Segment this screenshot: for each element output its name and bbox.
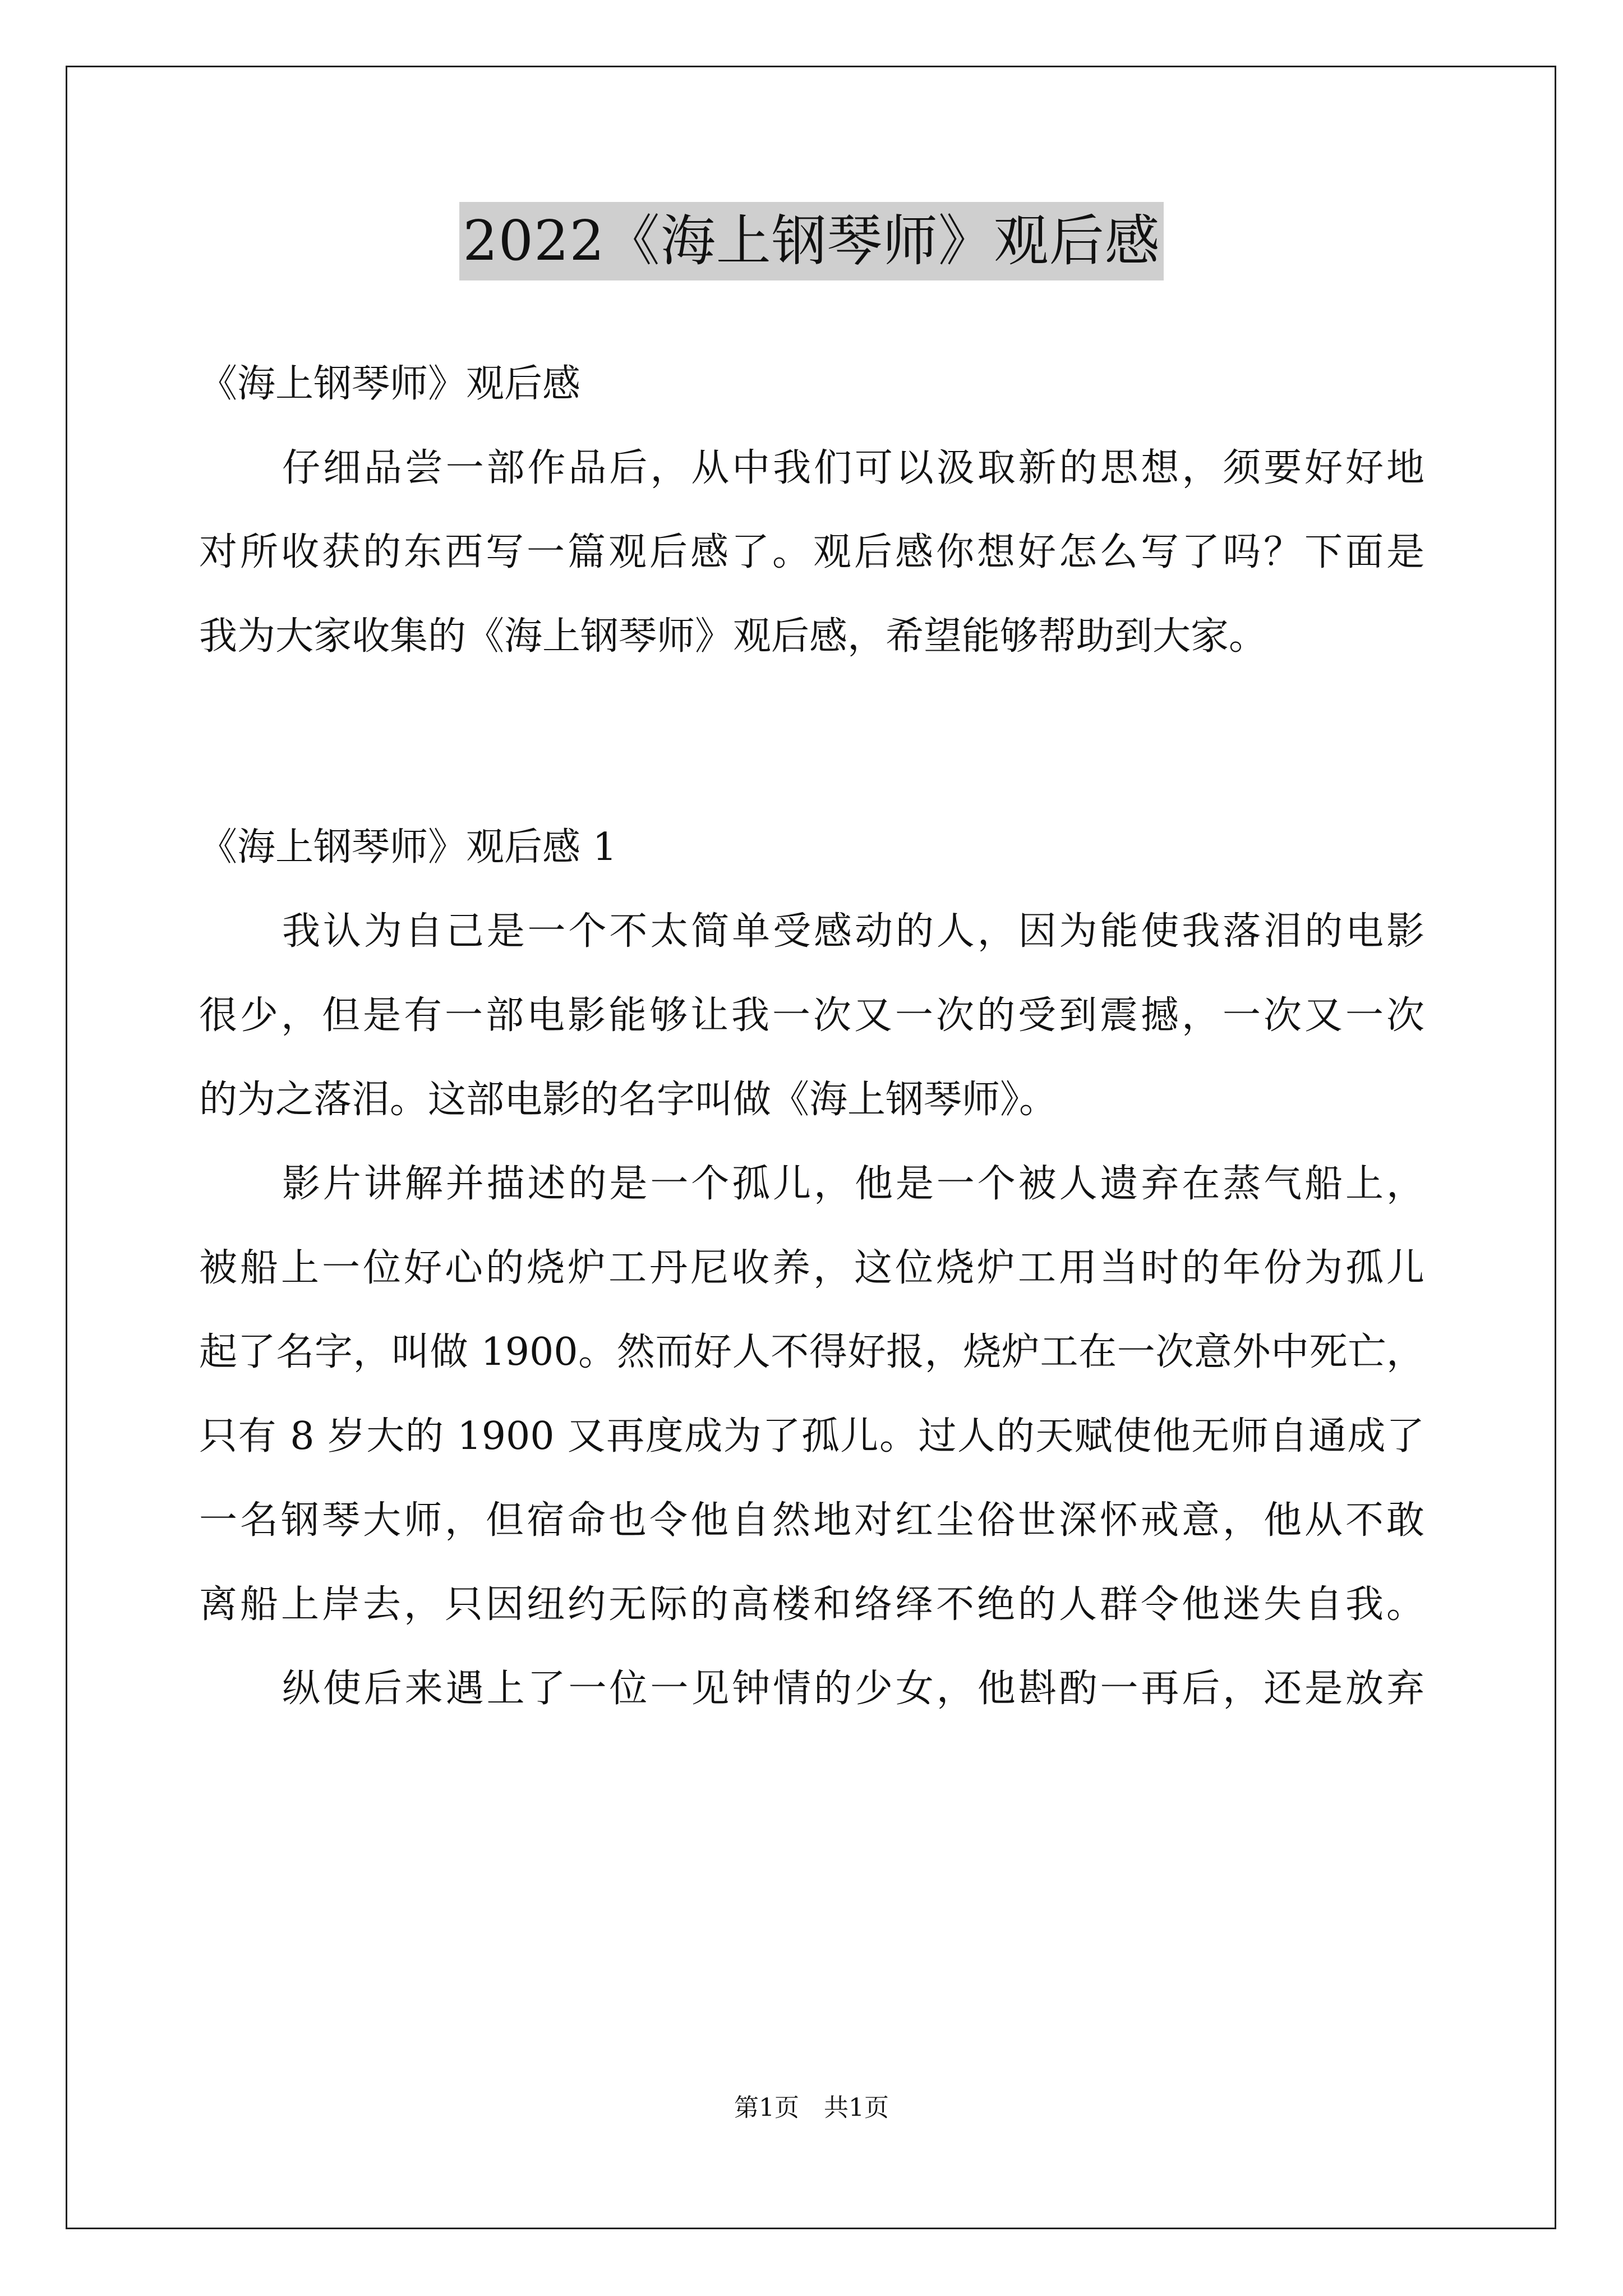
paragraph-line: 很少，但是有一部电影能够让我一次又一次的受到震撼，一次又一次 bbox=[199, 993, 1424, 1038]
paragraph-line: 只有 8 岁大的 1900 又再度成为了孤儿。过人的天赋使他无师自通成了 bbox=[199, 1414, 1424, 1458]
section-heading: 《海上钢琴师》观后感 1 bbox=[199, 825, 617, 869]
page-footer: 第1页 共1页 bbox=[734, 2093, 889, 2122]
paragraph-line: 纵使后来遇上了一位一见钟情的少女，他斟酌一再后，还是放弃 bbox=[282, 1667, 1424, 1711]
section-spacer bbox=[199, 679, 1424, 806]
document-body bbox=[199, 342, 1424, 1731]
intro-line: 我为大家收集的《海上钢琴师》观后感，希望能够帮助到大家。 bbox=[199, 614, 1267, 659]
paragraph-line: 起了名字，叫做 1900。然而好人不得好报，烧炉工在一次意外中死亡， bbox=[199, 1330, 1424, 1374]
title-container bbox=[0, 202, 1623, 280]
intro-line: 仔细品尝一部作品后，从中我们可以汲取新的思想，须要好好地 bbox=[282, 446, 1424, 490]
document-title: 2022《海上钢琴师》观后感 bbox=[459, 202, 1163, 280]
paragraph-line: 离船上岸去，只因纽约无际的高楼和络绎不绝的人群令他迷失自我。 bbox=[199, 1582, 1424, 1627]
paragraph-line: 被船上一位好心的烧炉工丹尼收养，这位烧炉工用当时的年份为孤儿 bbox=[199, 1246, 1424, 1290]
paragraph-line: 的为之落泪。这部电影的名字叫做《海上钢琴师》。 bbox=[199, 1078, 1058, 1122]
subtitle: 《海上钢琴师》观后感 bbox=[199, 362, 581, 406]
paragraph-line: 一名钢琴大师，但宿命也令他自然地对红尘俗世深怀戒意，他从不敢 bbox=[199, 1498, 1424, 1543]
paragraph-line: 我认为自己是一个不太简单受感动的人，因为能使我落泪的电影 bbox=[282, 909, 1424, 954]
intro-line: 对所收获的东西写一篇观后感了。观后感你想好怎么写了吗？下面是 bbox=[199, 530, 1424, 574]
paragraph-line: 影片讲解并描述的是一个孤儿，他是一个被人遗弃在蒸气船上， bbox=[282, 1162, 1424, 1206]
